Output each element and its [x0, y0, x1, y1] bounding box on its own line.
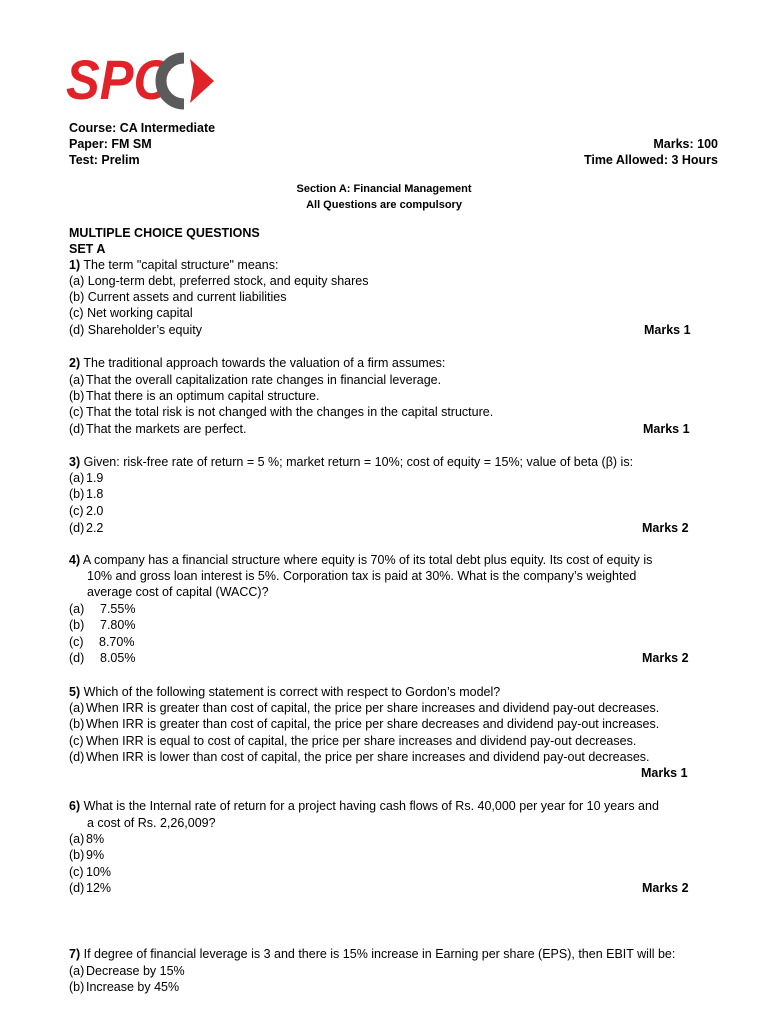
- question-number: 4): [69, 553, 81, 567]
- option: (c) That the total risk is not changed with the changes in the capital structure.: [69, 405, 494, 419]
- option: (a) 7.55%: [69, 602, 136, 616]
- section-title: Section A: Financial Management: [296, 183, 472, 195]
- question-5: [69, 684, 500, 700]
- option: (c) Net working capital: [69, 306, 193, 320]
- question-text: Which of the following statement is correct with respect to Gordon’s model?: [80, 685, 501, 699]
- test-label: Test: Prelim: [69, 153, 140, 167]
- marks-badge: Marks 2: [642, 651, 689, 665]
- question-number: 5): [69, 685, 81, 699]
- question-text: What is the Internal rate of return for a project having cash flows of Rs. 40,000 per year for 10 years and: [80, 799, 659, 813]
- option: (c) When IRR is equal to cost of capital, the price per share increases and dividend pay-out decreases.: [69, 734, 637, 748]
- option: (d) When IRR is lower than cost of capital, the price per share increases and dividend pay-out decreases.: [69, 750, 650, 764]
- course-label: Course: CA Intermediate: [69, 121, 216, 135]
- option: (d) 8.05%: [69, 651, 136, 665]
- paper-label: Paper: FM SM: [69, 137, 152, 151]
- question-text: The traditional approach towards the valuation of a firm assumes:: [80, 356, 446, 370]
- marks-badge: Marks 1: [644, 323, 691, 337]
- option: (b) Current assets and current liabilities: [69, 290, 287, 304]
- question-text: A company has a financial structure where equity is 70% of its total debt plus equity. Its cost of equity is: [80, 553, 653, 567]
- question-number: 3): [69, 455, 81, 469]
- logo-c-arc: [161, 58, 184, 104]
- exam-info: [69, 120, 215, 168]
- exam-meta: [584, 136, 718, 168]
- mcq-heading: [69, 225, 260, 257]
- question-number: 2): [69, 356, 81, 370]
- option: (b) 9%: [69, 848, 105, 862]
- marks-badge: Marks 2: [642, 521, 689, 535]
- option: (a) Long-term debt, preferred stock, and equity shares: [69, 274, 369, 288]
- marks-badge: Marks 2: [642, 881, 689, 895]
- option: (b) Increase by 45%: [69, 980, 180, 994]
- marks-badge: Marks 1: [641, 766, 688, 780]
- option: (c) 10%: [69, 865, 112, 879]
- option: (a) When IRR is greater than cost of capital, the price per share increases and dividend pay-out decreases.: [69, 701, 660, 715]
- question-3: [69, 454, 633, 470]
- logo-text: SPC: [66, 52, 172, 110]
- question-1: [69, 257, 278, 273]
- option: (a) 1.9: [69, 471, 104, 485]
- option: (c) 2.0: [69, 504, 104, 518]
- option: (d) That the markets are perfect.: [69, 422, 247, 436]
- spc-logo: [66, 52, 218, 110]
- question-text: If degree of financial leverage is 3 and there is 15% increase in Earning per share (EPS), then EBIT will be:: [80, 947, 676, 961]
- option: (a) That the overall capitalization rate changes in financial leverage.: [69, 373, 442, 387]
- logo-arrow-icon: [190, 59, 214, 103]
- option: (b) 1.8: [69, 487, 104, 501]
- question-2: [69, 355, 445, 371]
- time-allowed: Time Allowed: 3 Hours: [583, 153, 718, 167]
- question-4: [69, 552, 652, 568]
- section-subtitle: All Questions are compulsory: [306, 199, 462, 211]
- option: (a) Decrease by 15%: [69, 964, 185, 978]
- question-text: The term "capital structure" means:: [80, 258, 279, 272]
- option: (b) 7.80%: [69, 618, 136, 632]
- question-number: 1): [69, 258, 81, 272]
- mcq-set: SET A: [69, 242, 106, 256]
- option: (b) When IRR is greater than cost of capital, the price per share decreases and dividend pay-out increases.: [69, 717, 660, 731]
- option: (c) 8.70%: [69, 635, 135, 649]
- question-7: [69, 946, 675, 962]
- total-marks: Marks: 100: [653, 137, 718, 151]
- question-text-continued: a cost of Rs. 2,26,009?: [87, 816, 216, 830]
- option: (b) That there is an optimum capital structure.: [69, 389, 320, 403]
- section-heading: [0, 181, 768, 213]
- question-number: 6): [69, 799, 81, 813]
- question-6: [69, 798, 659, 814]
- question-text: Given: risk-free rate of return = 5 %; market return = 10%; cost of equity = 15%; value of beta (β) is:: [80, 455, 634, 469]
- option: (d) 12%: [69, 881, 112, 895]
- option: (a) 8%: [69, 832, 105, 846]
- marks-badge: Marks 1: [643, 422, 690, 436]
- mcq-title: MULTIPLE CHOICE QUESTIONS: [69, 226, 260, 240]
- question-text-continued: 10% and gross loan interest is 5%. Corporation tax is paid at 30%. What is the company’s weighted: [87, 569, 637, 583]
- question-text-continued: average cost of capital (WACC)?: [87, 585, 269, 599]
- option: (d) Shareholder’s equity: [69, 323, 202, 337]
- option: (d) 2.2: [69, 521, 104, 535]
- question-number: 7): [69, 947, 81, 961]
